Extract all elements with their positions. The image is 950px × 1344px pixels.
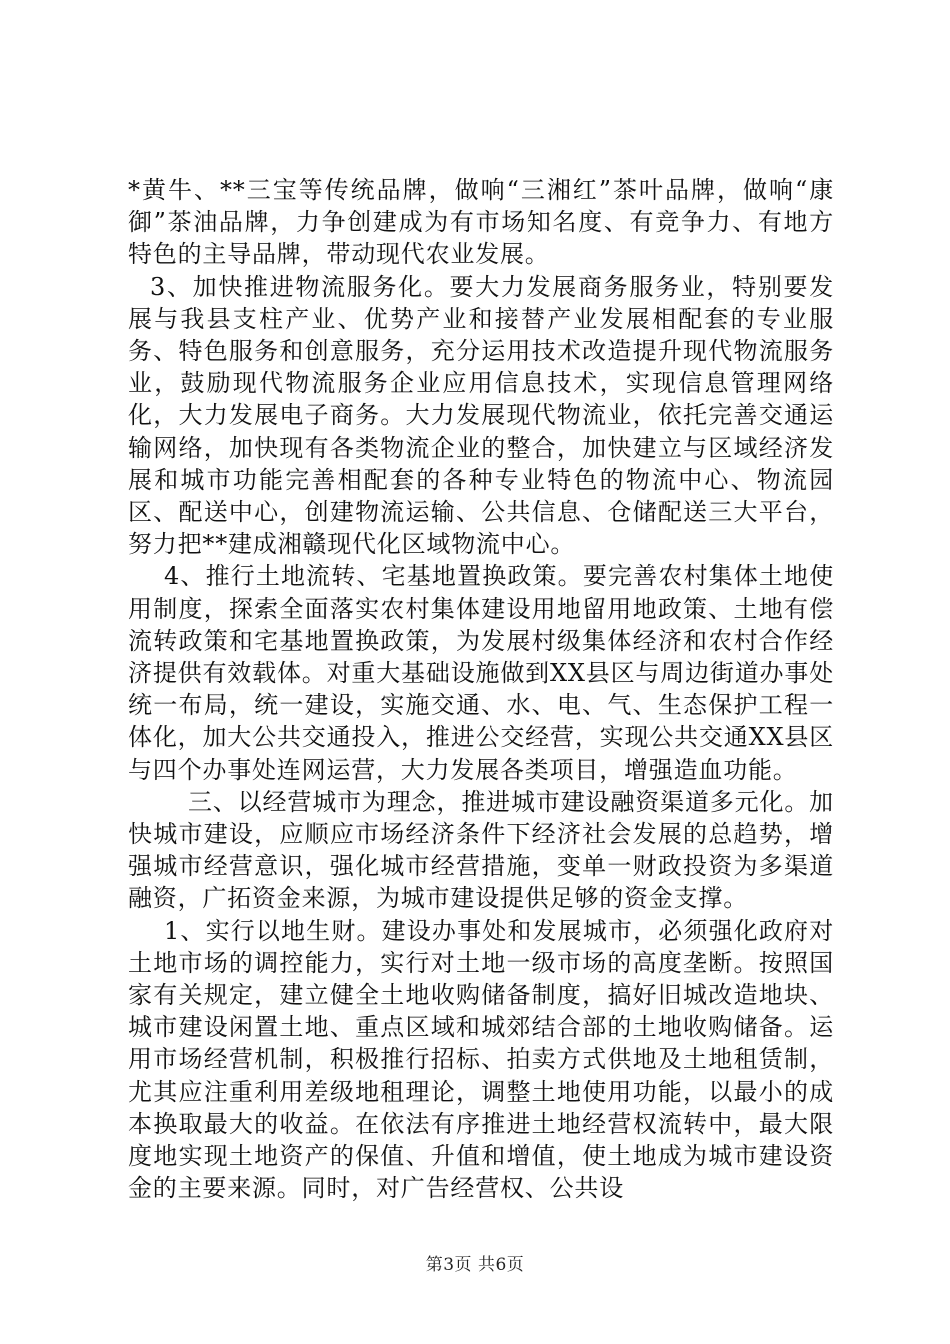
paragraph-section-three: 三、以经营城市为理念，推进城市建设融资渠道多元化。加快城市建设，应顺应市场经济条件下经济社会发展的总趋势，增强城市经营意识，强化城市经营措施，变单一财政投资为多渠道融资，广拓资金来源，为城市建设提供足够的资金支撑。 — [128, 787, 834, 913]
page-footer: 第3页 共6页 — [425, 1255, 525, 1275]
paragraph-brands: *黄牛、**三宝等传统品牌，做响“三湘红”茶叶品牌，做响“康御”茶油品牌，力争创建成为有市场知名度、有竞争力、有地方特色的主导品牌，带动现代农业发展。 — [128, 176, 834, 269]
paragraph-logistics: 3、加快推进物流服务化。要大力发展商务服务业，特别要发展与我县支柱产业、优势产业和接替产业发展相配套的专业服务、特色服务和创意服务，充分运用技术改造提升现代物流服务业，鼓励现代物流服务企业应用信息技术，实现信息管理网络化，大力发展电子商务。大力发展现代物流业，依托完善交通运输网络，加快现有各类物流企业的整合，加快建立与区域经济发展和城市功能完善相配套的各种专业特色的物流中心、物流园区、配送中心，创建物流运输、公共信息、仓储配送三大平台，努力把**建成湘赣现代化区域物流中心。 — [128, 272, 834, 559]
document-body — [128, 174, 834, 1205]
paragraph-land-transfer: 4、推行土地流转、宅基地置换政策。要完善农村集体土地使用制度，探索全面落实农村集体建设用地留用地政策、土地有偿流转政策和宅基地置换政策，为发展村级集体经济和农村合作经济提供有效载体。对重大基础设施做到XX县区与周边街道办事处统一布局，统一建设，实施交通、水、电、气、生态保护工程一体化，加大公共交通投入，推进公交经营，实现公共交通XX县区与四个办事处连网运营，大力发展各类项目，增强造血功能。 — [128, 562, 834, 784]
paragraph-land-finance: 1、实行以地生财。建设办事处和发展城市，必须强化政府对土地市场的调控能力，实行对土地一级市场的高度垄断。按照国家有关规定，建立健全土地收购储备制度，搞好旧城改造地块、城市建设闲置土地、重点区域和城郊结合部的土地收购储备。运用市场经营机制，积极推行招标、拍卖方式供地及土地租赁制，尤其应注重利用差级地租理论，调整土地使用功能，以最小的成本换取最大的收益。在依法有序推进土地经营权流转中，最大限度地实现土地资产的保值、升值和增值，使土地成为城市建设资金的主要来源。同时，对广告经营权、公共设 — [128, 916, 834, 1203]
